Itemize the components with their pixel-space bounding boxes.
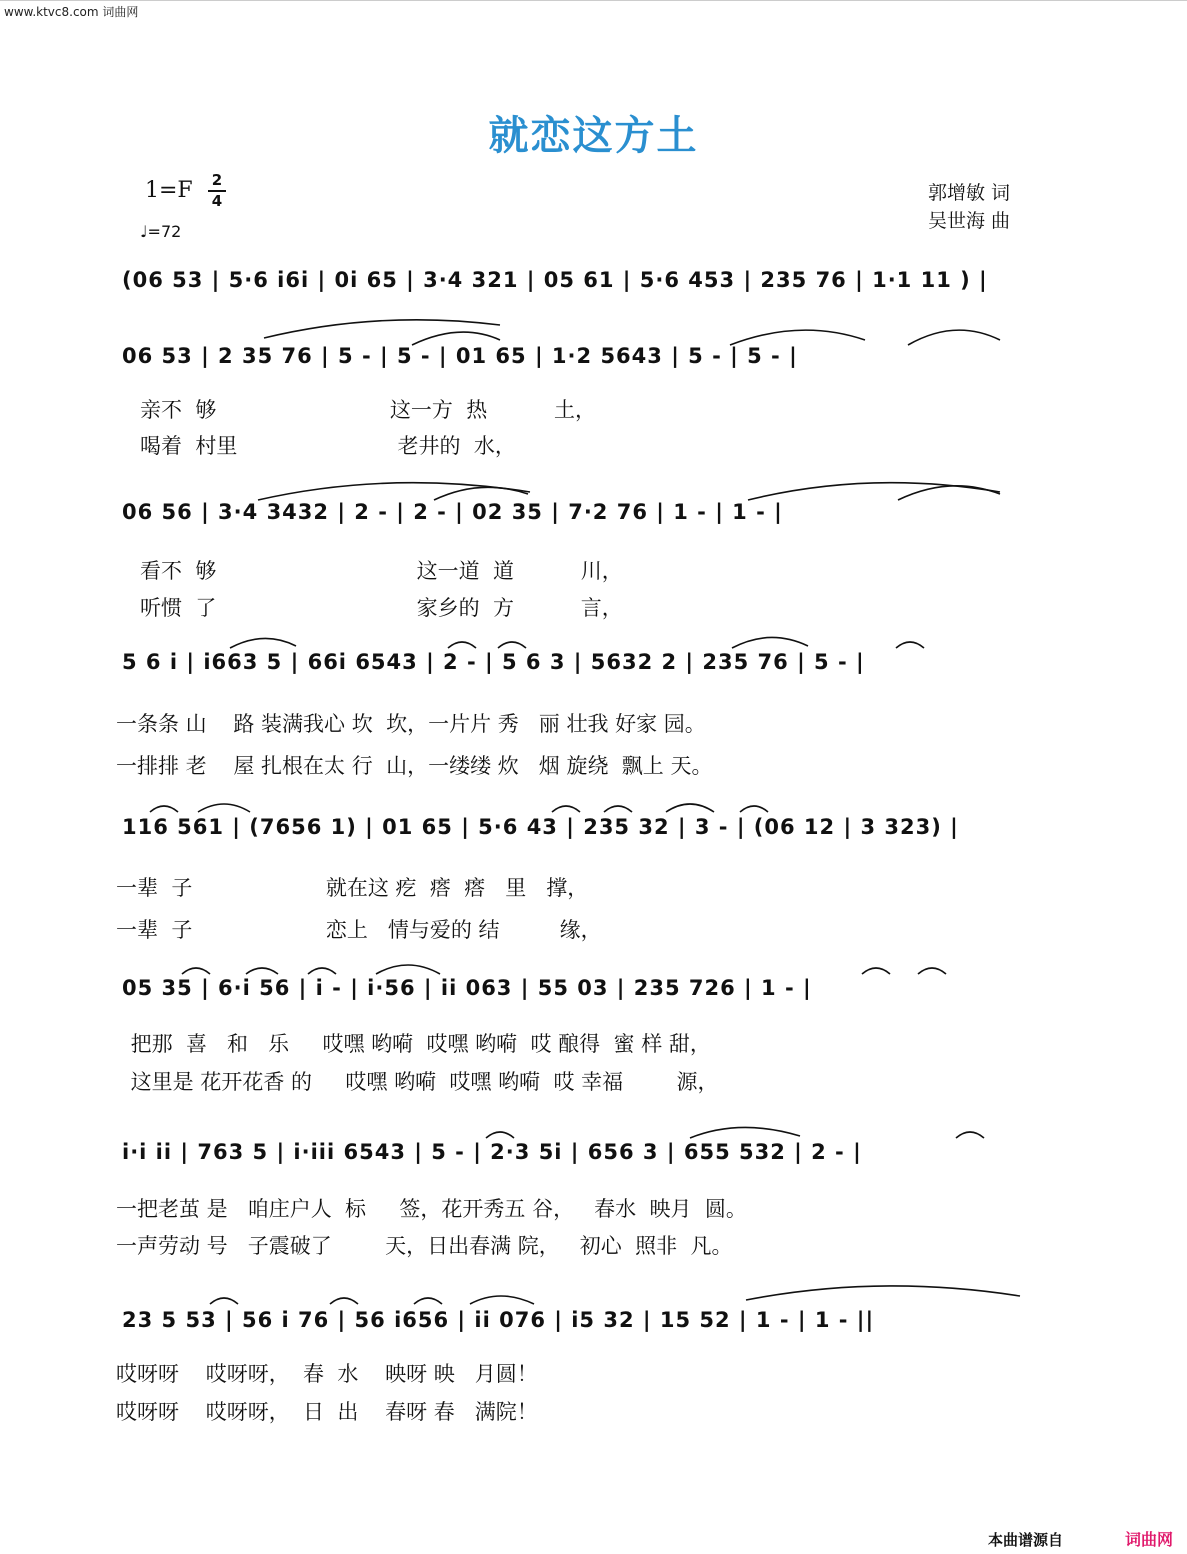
slur-arc	[898, 486, 1000, 500]
slur-arc	[412, 332, 500, 345]
slur-arc	[210, 1298, 238, 1304]
notation-line: 116 561 | (7656 1) | 01 65 | 5·6 43 | 235 32 | 3 - | (06 12 | 3 323) |	[122, 815, 959, 839]
slur-arc	[246, 968, 278, 974]
slur-arc	[918, 968, 946, 974]
lyric-verse-2: 喝着 村里 老井的 水，	[140, 434, 516, 458]
lyric-verse-1: 一辈 子 就在这 疙 瘩 瘩 里 撑，	[116, 876, 589, 900]
lyric-verse-2: 一排排 老 屋 扎根在太 行 山，一缕缕 炊 烟 旋绕 飘上 天。	[116, 754, 713, 778]
slur-arc	[414, 1298, 442, 1304]
slur-arc	[666, 804, 714, 812]
notation-line: 06 53 | 2 35 76 | 5 - | 5 - | 01 65 | 1·2 5643 | 5 - | 5 - |	[122, 344, 798, 368]
lyric-verse-1: 一把老茧 是 咱庄户人 标 签，花开秀五 谷， 春水 映月 圆。	[116, 1197, 747, 1221]
slur-arc	[498, 642, 526, 648]
slur-arc	[690, 1127, 800, 1138]
slur-arc	[486, 1132, 514, 1138]
lyric-verse-1: 一条条 山 路 装满我心 坎 坎，一片片 秀 丽 壮我 好家 园。	[116, 712, 706, 736]
slur-arc	[182, 968, 210, 974]
lyric-verse-1: 看不 够 这一道 道 川，	[140, 559, 623, 583]
meter-top: 2	[211, 171, 223, 189]
lyric-verse-1: 哎呀呀 哎呀呀， 春 水 映呀 映 月圆！	[116, 1362, 538, 1386]
slur-arc	[862, 968, 890, 974]
lyric-verse-2: 一辈 子 恋上 情与爱的 结 缘，	[116, 918, 602, 942]
slur-arc	[896, 642, 924, 648]
slur-arc	[956, 1132, 984, 1138]
slur-arc	[740, 806, 768, 812]
lyric-verse-2: 听惯 了 家乡的 方 言，	[140, 596, 623, 620]
slur-arc	[258, 483, 530, 500]
slur-arc	[604, 806, 632, 812]
footer-site-logo[interactable]: 词曲网	[1124, 1530, 1173, 1549]
lyric-verse-2: 这里是 花开花香 的 哎嘿 哟嗬 哎嘿 哟嗬 哎 幸福 源，	[124, 1070, 719, 1094]
notation-line: i·i ii | 763 5 | i·iii 6543 | 5 - | 2·3 5i | 656 3 | 655 532 | 2 - |	[122, 1140, 862, 1164]
slur-arc	[264, 320, 500, 338]
footer-source-label: 本曲谱源自	[987, 1531, 1063, 1549]
key-signature: 1=F	[145, 178, 193, 203]
slur-arc	[330, 1298, 358, 1304]
lyricist-credit: 郭增敏 词	[928, 182, 1011, 204]
page-title: 就恋这方土	[488, 113, 699, 159]
slur-arc	[198, 804, 250, 812]
slur-arc	[908, 330, 1000, 345]
slur-arc	[732, 637, 808, 648]
slur-arc	[470, 1296, 534, 1304]
lyric-verse-2: 一声劳动 号 子震破了 天，日出春满 院， 初心 照非 凡。	[116, 1234, 733, 1258]
slur-arc	[230, 638, 296, 648]
slur-arc	[376, 965, 440, 974]
slur-arc	[746, 1286, 1020, 1300]
tempo-marking: ♩=72	[140, 222, 182, 241]
site-url-watermark[interactable]: www.ktvc8.com 词曲网	[4, 5, 139, 19]
lyric-verse-1: 亲不 够 这一方 热 土，	[140, 398, 597, 422]
slur-arc	[448, 642, 476, 648]
lyric-verse-1: 把那 喜 和 乐 哎嘿 哟嗬 哎嘿 哟嗬 哎 酿得 蜜 样 甜，	[124, 1032, 711, 1056]
slur-arc	[730, 330, 865, 345]
notation-line: 06 56 | 3·4 3432 | 2 - | 2 - | 02 35 | 7·2 76 | 1 - | 1 - |	[122, 500, 783, 524]
notation-line: 23 5 53 | 56 i 76 | 56 i656 | ii 076 | i5 32 | 15 52 | 1 - | 1 - ||	[122, 1308, 875, 1332]
notation-line: (06 53 | 5·6 i6i | 0i 65 | 3·4 321 | 05 61 | 5·6 453 | 235 76 | 1·1 11 ) |	[122, 268, 988, 292]
notation-line: 05 35 | 6·i 56 | i - | i·56 | ii 063 | 55 03 | 235 726 | 1 - |	[122, 976, 812, 1000]
notation-line: 5 6 i | i663 5 | 66i 6543 | 2 - | 5 6 3 | 5632 2 | 235 76 | 5 - |	[122, 650, 865, 674]
lyric-verse-2: 哎呀呀 哎呀呀， 日 出 春呀 春 满院！	[116, 1400, 538, 1424]
meter-bottom: 4	[211, 192, 223, 210]
composer-credit: 吴世海 曲	[928, 210, 1011, 232]
slur-arc	[552, 806, 580, 812]
slur-arc	[308, 968, 336, 974]
slur-arc	[150, 806, 178, 812]
